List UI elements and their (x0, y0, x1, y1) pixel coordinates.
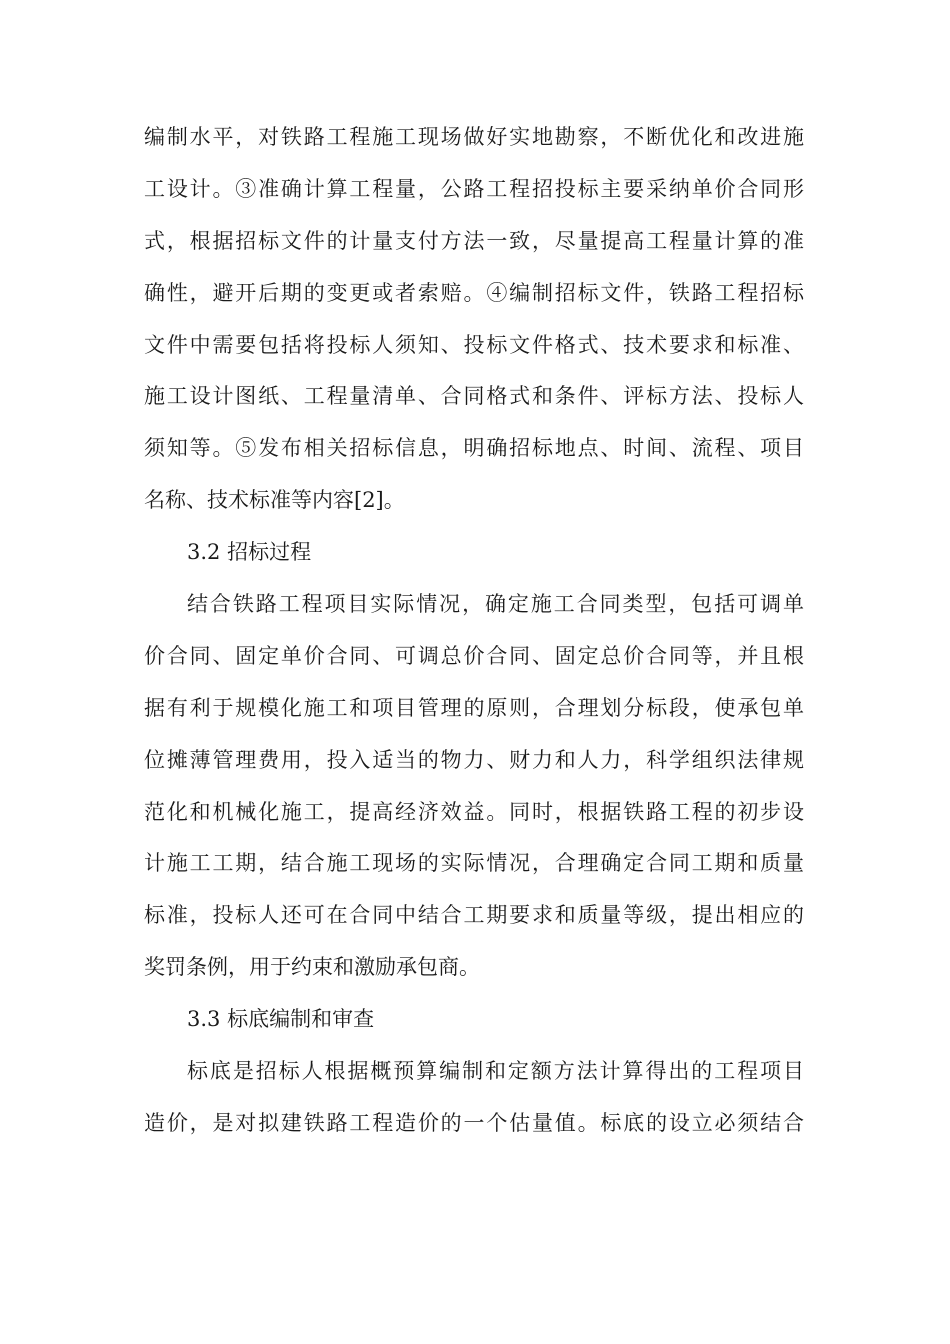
text-line: 名称、技术标准等内容[2]。 (144, 488, 405, 513)
text-line: 标底是招标人根据概预算编制和定额方法计算得出的工程项目 (187, 1059, 804, 1084)
section-heading: 3.3 标底编制和审查 (187, 1007, 375, 1032)
text-line: 据有利于规模化施工和项目管理的原则，合理划分标段，使承包单 (144, 695, 804, 720)
text-line: 标准，投标人还可在合同中结合工期要求和质量等级，提出相应的 (144, 903, 804, 928)
text-line: 结合铁路工程项目实际情况，确定施工合同类型，包括可调单 (187, 592, 804, 617)
text-line: 工设计。③准确计算工程量，公路工程招投标主要采纳单价合同形 (144, 176, 804, 201)
text-line: 文件中需要包括将投标人须知、投标文件格式、技术要求和标准、 (144, 332, 804, 357)
text-line: 编制水平，对铁路工程施工现场做好实地勘察，不断优化和改进施 (144, 125, 804, 149)
text-line: 式，根据招标文件的计量支付方法一致，尽量提高工程量计算的准 (144, 228, 804, 253)
text-line: 须知等。⑤发布相关招标信息，明确招标地点、时间、流程、项目 (144, 436, 804, 461)
text-line: 奖罚条例，用于约束和激励承包商。 (144, 955, 480, 980)
section-heading: 3.2 招标过程 (187, 540, 312, 565)
text-line: 位摊薄管理费用，投入适当的物力、财力和人力，科学组织法律规 (144, 747, 804, 772)
text-line: 造价，是对拟建铁路工程造价的一个估量值。标底的设立必须结合 (144, 1110, 804, 1135)
text-line: 确性，避开后期的变更或者索赔。④编制招标文件，铁路工程招标 (144, 280, 804, 305)
body-text (144, 112, 804, 1150)
text-line: 施工设计图纸、工程量清单、合同格式和条件、评标方法、投标人 (144, 384, 804, 409)
text-line: 价合同、固定单价合同、可调总价合同、固定总价合同等，并且根 (144, 643, 804, 668)
text-line: 计施工工期，结合施工现场的实际情况，合理确定合同工期和质量 (144, 851, 804, 876)
text-line: 范化和机械化施工，提高经济效益。同时，根据铁路工程的初步设 (144, 799, 804, 824)
